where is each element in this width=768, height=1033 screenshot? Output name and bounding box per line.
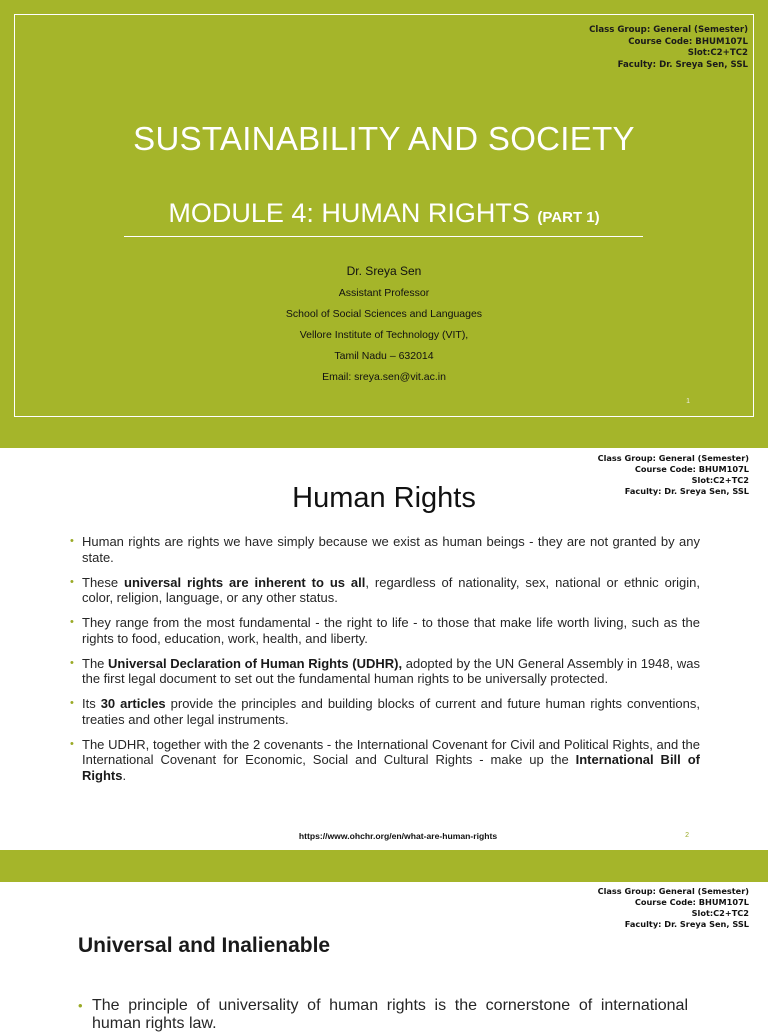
list-item bbox=[70, 737, 700, 784]
bullet-text: , regardless of nationality, sex, national or ethnic origin, color, religion, language, or any other status. bbox=[82, 574, 700, 605]
title-underline bbox=[124, 236, 643, 237]
list-item bbox=[70, 534, 700, 565]
author-block bbox=[0, 262, 768, 388]
slide-separator bbox=[0, 432, 768, 448]
faculty: Faculty: Dr. Sreya Sen, SSL bbox=[624, 486, 749, 496]
bullet-text: Human rights are rights we have simply because we exist as human beings - they are not granted by any state. bbox=[82, 534, 700, 565]
course-code: Course Code: BHUM107L bbox=[634, 897, 749, 907]
list-item bbox=[78, 997, 688, 1033]
bullet-text: The UDHR, together with the 2 covenants - the International Covenant for Civil and Political Rights, and the International Covenant for Economic, Social and Cultural Rights - make up the bbox=[82, 736, 700, 767]
bullet-bold: universal rights are inherent to us all bbox=[124, 574, 366, 590]
faculty: Faculty: Dr. Sreya Sen, SSL bbox=[617, 59, 748, 70]
slide-separator bbox=[0, 850, 768, 882]
bullet-list bbox=[78, 997, 688, 1033]
bullet-bold: 30 articles bbox=[100, 696, 166, 711]
author-school: School of Social Sciences and Languages bbox=[285, 308, 483, 320]
course-meta bbox=[589, 25, 748, 71]
bullet-list bbox=[70, 534, 700, 793]
list-item bbox=[70, 696, 700, 727]
bullet-bold: Universal Declaration of Human Rights (UDHR), bbox=[108, 655, 403, 671]
class-group: Class Group: General (Semester) bbox=[589, 25, 748, 35]
author-institute: Vellore Institute of Technology (VIT), bbox=[299, 329, 469, 341]
slide-title: Universal and Inalienable bbox=[78, 934, 331, 957]
class-group: Class Group: General (Semester) bbox=[597, 453, 749, 463]
author-position: Assistant Professor bbox=[338, 287, 430, 299]
bullet-bold: International Bill of Rights bbox=[82, 752, 700, 783]
list-item bbox=[70, 575, 700, 606]
bullet-text: These bbox=[82, 574, 125, 590]
bullet-text: Its bbox=[82, 696, 101, 711]
bullet-text: . bbox=[122, 767, 127, 783]
page-number: 2 bbox=[685, 832, 689, 839]
module-part: (PART 1) bbox=[537, 209, 600, 226]
list-item bbox=[70, 656, 700, 687]
bullet-text: The principle of universality of human rights is the cornerstone of international human rights law. bbox=[92, 997, 688, 1032]
bullet-text: They range from the most fundamental - the right to life - to those that make life worth living, such as the rights to food, education, work, health, and liberty. bbox=[82, 615, 700, 646]
source-link[interactable]: https://www.ohchr.org/en/what-are-human-rights bbox=[298, 831, 498, 841]
author-email: Email: sreya.sen@vit.ac.in bbox=[322, 371, 446, 383]
slide-title: Human Rights bbox=[292, 482, 476, 514]
bullet-text: provide the principles and building blocks of current and future human rights conventions, treaties and other legal instruments. bbox=[82, 696, 700, 727]
title-slide bbox=[0, 0, 768, 432]
course-code: Course Code: BHUM107L bbox=[628, 36, 748, 47]
faculty: Faculty: Dr. Sreya Sen, SSL bbox=[624, 919, 749, 929]
class-group: Class Group: General (Semester) bbox=[597, 886, 749, 896]
slot: Slot:C2+TC2 bbox=[691, 908, 749, 918]
list-item bbox=[70, 615, 700, 646]
course-code: Course Code: BHUM107L bbox=[634, 464, 749, 474]
slot: Slot:C2+TC2 bbox=[691, 475, 749, 485]
page-number: 1 bbox=[686, 398, 690, 405]
slot: Slot:C2+TC2 bbox=[687, 48, 748, 58]
module-title bbox=[0, 198, 768, 229]
bullet-text: The bbox=[82, 655, 109, 671]
human-rights-slide bbox=[0, 448, 768, 850]
author-location: Tamil Nadu – 632014 bbox=[334, 350, 434, 362]
course-meta bbox=[598, 886, 749, 930]
module-name: MODULE 4: HUMAN RIGHTS bbox=[168, 198, 530, 228]
course-title: SUSTAINABILITY AND SOCIETY bbox=[133, 120, 635, 157]
author-name: Dr. Sreya Sen bbox=[346, 264, 422, 278]
bullet-text: adopted by the UN General Assembly in 1948, was the first legal document to set out the fundamental human rights to be universally protected. bbox=[82, 655, 700, 686]
universal-inalienable-slide bbox=[0, 882, 768, 1032]
